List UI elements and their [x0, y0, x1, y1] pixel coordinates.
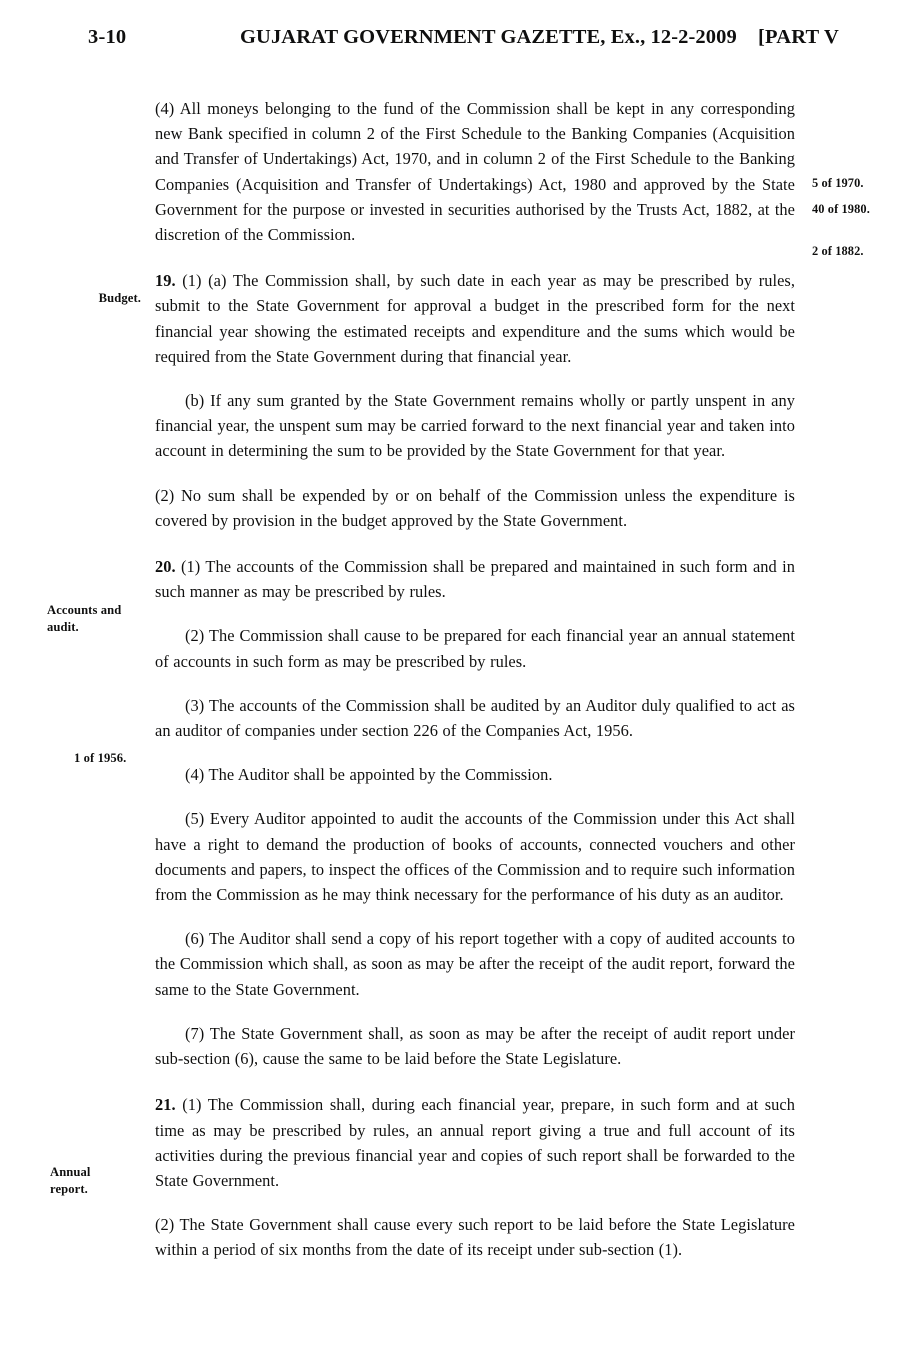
margin-note-act-5-of-1970: 5 of 1970. [812, 176, 864, 190]
paragraph-section19-sub2: (2) No sum shall be expended by or on behalf of the Commission unless the expenditure is covered by provision in the budget approved by the State Government. [155, 485, 795, 530]
margin-note-annual-report-line1: Annual [50, 1165, 91, 1179]
paragraph-section21-sub2: (2) The State Government shall cause every such report to be laid before the State Legislature within a period of six months from the date of its receipt under sub-section (1). [155, 1215, 795, 1260]
paragraph-section20-sub1-text: (1) The accounts of the Commission shall be prepared and maintained in such form and in such manner as may be prescribed by rules. [155, 557, 795, 602]
margin-note-accounts-audit-line1: Accounts and [47, 603, 122, 617]
paragraph-section20-sub2: (2) The Commission shall cause to be prepared for each financial year an annual statement of accounts in such form as may be prescribed by rules. [155, 626, 795, 671]
paragraph-section20-sub4: (4) The Auditor shall be appointed by the Commission. [185, 765, 553, 785]
section-number-20: 20. [155, 557, 176, 577]
paragraph-section21-sub1 [155, 1092, 795, 1193]
header-page-number: 3-10 [88, 26, 127, 48]
paragraph-section18-sub4: (4) All moneys belonging to the fund of the Commission shall be kept in any corresponding new Bank specified in column 2 of the First Schedule to the Banking Companies (Acquisition and Transfer of Undertakings) Act, 1970, and in column 2 of the First Schedule to the Banking Companies (Acquisition and Transfer of Undertakings) Act, 1980 and approved by the State Government for the purpose or invested in securities authorised by the Trusts Act, 1882, at the discretion of the Commission. [155, 99, 795, 245]
section-number-19: 19. [155, 271, 176, 291]
margin-note-annual-report-line2: report. [50, 1182, 88, 1196]
body-text-column [155, 96, 795, 1263]
margin-note-act-1-of-1956: 1 of 1956. [74, 751, 127, 765]
page-header [0, 26, 915, 60]
margin-note-budget: Budget. [98, 291, 141, 305]
paragraph-section21-sub1-text: (1) The Commission shall, during each financial year, prepare, in such form and at such time as may be prescribed by rules, an annual report giving a true and full account of its activities during the previous financial year and copies of such report shall be forwarded to the State Government. [155, 1095, 795, 1190]
header-title: GUJARAT GOVERNMENT GAZETTE, Ex., 12-2-2009 [240, 26, 737, 48]
paragraph-section19-sub1a-text: (1) (a) The Commission shall, by such date in each year as may be prescribed by rules, submit to the State Government for approval a budget in the prescribed form for the next financial year showing the estimated receipts and expenditure and the sums which would be required from the State Government during that financial year. [155, 271, 795, 366]
paragraph-section20-sub1 [155, 554, 795, 604]
paragraph-section20-sub3: (3) The accounts of the Commission shall be audited by an Auditor duly qualified to act as an auditor of companies under section 226 of the Companies Act, 1956. [155, 695, 795, 741]
margin-note-act-2-of-1882: 2 of 1882. [812, 244, 864, 258]
paragraph-section20-sub6: (6) The Auditor shall send a copy of his report together with a copy of audited accounts to the Commission which shall, as soon as may be after the receipt of the audit report, forward the same to the State Government. [155, 929, 795, 999]
paragraph-section19-sub1b: (b) If any sum granted by the State Government remains wholly or partly unspent in any financial year, the unspent sum may be carried forward to the next financial year and taken into account in determining the sum to be provided by the State Government for that year. [155, 391, 795, 461]
section-number-21: 21. [155, 1095, 176, 1115]
margin-note-act-40-of-1980: 40 of 1980. [812, 202, 870, 216]
margin-note-accounts-audit-line2: audit. [47, 620, 79, 634]
paragraph-section20-sub7: (7) The State Government shall, as soon as may be after the receipt of audit report under sub-section (6), cause the same to be laid before the State Legislature. [155, 1023, 795, 1069]
paragraph-section20-sub5: (5) Every Auditor appointed to audit the accounts of the Commission under this Act shall have a right to demand the production of books of accounts, connected vouchers and other documents and papers, to inspect the offices of the Commission and to require such information from the Commission as he may think necessary for the performance of his duty as an auditor. [155, 809, 795, 905]
header-part-label: [PART V [758, 26, 839, 48]
paragraph-section19-sub1a [155, 268, 795, 369]
